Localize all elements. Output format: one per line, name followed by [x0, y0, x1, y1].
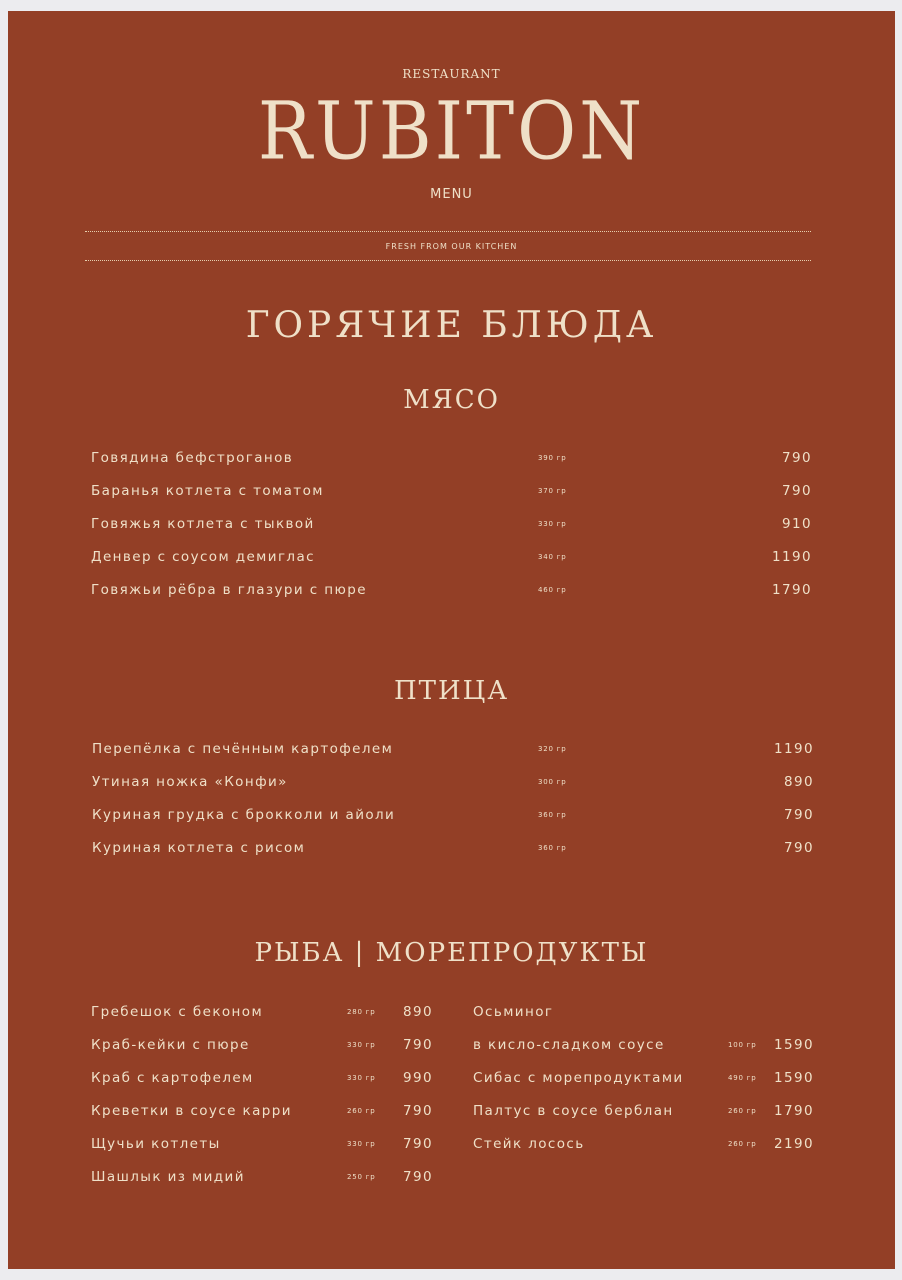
item-price: 1590	[774, 1037, 814, 1053]
divider-top	[85, 231, 811, 232]
item-price: 790	[403, 1136, 433, 1152]
list-item	[473, 1037, 814, 1057]
item-name: Перепёлка с печённым картофелем	[92, 741, 394, 757]
list-item	[91, 450, 812, 470]
item-weight: 250 гр	[347, 1173, 376, 1181]
item-price: 1790	[772, 582, 812, 598]
item-name: Краб-кейки с пюре	[91, 1037, 250, 1053]
divider-bottom	[85, 260, 811, 261]
list-item	[91, 1103, 433, 1123]
item-price: 1590	[774, 1070, 814, 1086]
item-price: 1790	[774, 1103, 814, 1119]
item-name: Гребешок с беконом	[91, 1004, 264, 1020]
section-title-fish: РЫБА | МОРЕПРОДУКТЫ	[254, 938, 649, 968]
item-name: Краб с картофелем	[91, 1070, 254, 1086]
item-name: Говяжья котлета с тыквой	[91, 516, 315, 532]
item-weight: 330 гр	[538, 520, 567, 528]
item-name: Куриная грудка с брокколи и айоли	[92, 807, 396, 823]
item-price: 1190	[774, 741, 814, 757]
item-weight: 330 гр	[347, 1041, 376, 1049]
item-name: Говядина бефстроганов	[91, 450, 294, 466]
item-price: 790	[782, 450, 812, 466]
item-weight: 260 гр	[728, 1107, 757, 1115]
item-weight: 260 гр	[728, 1140, 757, 1148]
item-name: Баранья котлета с томатом	[91, 483, 324, 499]
list-item	[91, 483, 812, 503]
item-weight: 100 гр	[728, 1041, 757, 1049]
item-weight: 370 гр	[538, 487, 567, 495]
list-item	[91, 516, 812, 536]
section-title-poultry: ПТИЦА	[393, 676, 510, 706]
item-name: Куриная котлета с рисом	[92, 840, 306, 856]
item-name: Креветки в соусе карри	[91, 1103, 292, 1119]
item-weight: 340 гр	[538, 553, 567, 561]
item-weight: 360 гр	[538, 844, 567, 852]
item-weight: 330 гр	[347, 1074, 376, 1082]
item-weight: 280 гр	[347, 1008, 376, 1016]
item-weight: 300 гр	[538, 778, 567, 786]
list-item	[91, 582, 812, 602]
list-item	[92, 741, 814, 761]
list-item	[91, 1004, 433, 1024]
menu-label: MENU	[430, 187, 473, 202]
item-name: Говяжьи рёбра в глазури с пюре	[91, 582, 367, 598]
list-item	[91, 1070, 433, 1090]
list-item	[92, 774, 814, 794]
item-price: 790	[782, 483, 812, 499]
item-price: 790	[403, 1169, 433, 1185]
list-item	[473, 1103, 814, 1123]
item-name: Денвер с соусом демиглас	[91, 549, 315, 565]
item-price: 910	[782, 516, 812, 532]
item-weight: 260 гр	[347, 1107, 376, 1115]
item-name: Шашлык из мидий	[91, 1169, 245, 1185]
item-weight: 360 гр	[538, 811, 567, 819]
list-item	[473, 1136, 814, 1156]
item-weight: 490 гр	[728, 1074, 757, 1082]
list-item	[91, 1037, 433, 1057]
item-price: 890	[784, 774, 814, 790]
list-item	[92, 840, 814, 860]
item-price: 790	[403, 1103, 433, 1119]
list-item	[473, 1070, 814, 1090]
item-name: Палтус в соусе берблан	[473, 1103, 674, 1119]
section-title-meat: МЯСО	[403, 385, 500, 415]
item-name: Осьминог	[473, 1004, 554, 1020]
item-weight: 330 гр	[347, 1140, 376, 1148]
item-name: в кисло-сладком соусе	[473, 1037, 665, 1053]
item-weight: 390 гр	[538, 454, 567, 462]
item-price: 1190	[772, 549, 812, 565]
item-name: Утиная ножка «Конфи»	[92, 774, 288, 790]
list-item	[473, 1004, 813, 1024]
item-weight: 320 гр	[538, 745, 567, 753]
list-item	[91, 1169, 433, 1189]
item-price: 2190	[774, 1136, 814, 1152]
item-price: 890	[403, 1004, 433, 1020]
menu-page	[8, 11, 895, 1269]
item-name: Сибас с морепродуктами	[473, 1070, 684, 1086]
item-price: 790	[403, 1037, 433, 1053]
item-price: 790	[784, 840, 814, 856]
restaurant-label: RESTAURANT	[402, 67, 501, 81]
list-item	[91, 549, 812, 569]
item-name: Щучьи котлеты	[91, 1136, 221, 1152]
list-item	[91, 1136, 433, 1156]
brand-logo: RUBITON	[257, 84, 646, 178]
item-price: 790	[784, 807, 814, 823]
item-name: Стейк лосось	[473, 1136, 585, 1152]
item-price: 990	[403, 1070, 433, 1086]
page-title: ГОРЯЧИЕ БЛЮДА	[245, 305, 658, 346]
item-weight: 460 гр	[538, 586, 567, 594]
list-item	[92, 807, 814, 827]
tagline: FRESH FROM OUR KITCHEN	[385, 242, 518, 251]
